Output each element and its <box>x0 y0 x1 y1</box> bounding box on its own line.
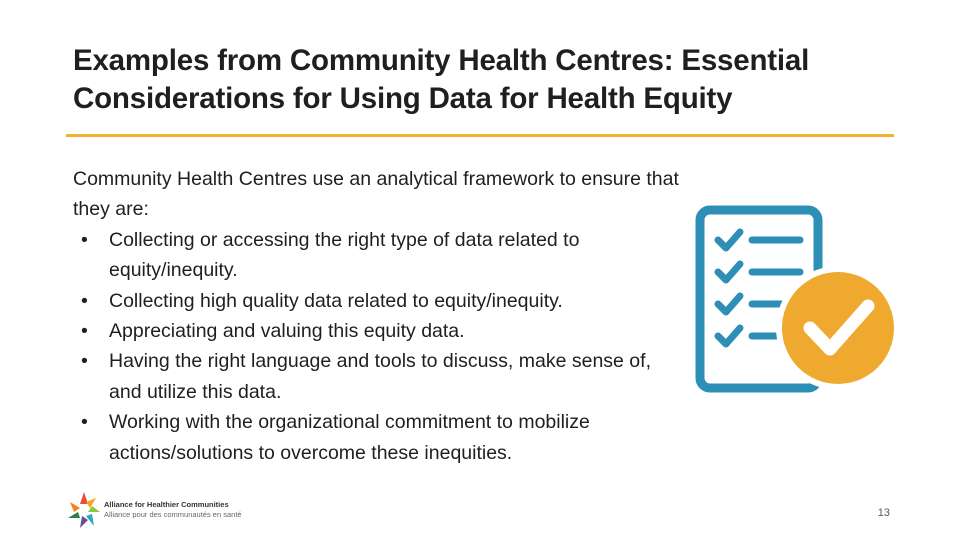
bullet-text: Appreciating and valuing this equity data. <box>109 320 465 343</box>
logo-name-fr: Alliance pour des communautés en santé <box>104 510 242 519</box>
alliance-logo <box>66 490 266 530</box>
alliance-logo-mark-icon <box>66 490 102 530</box>
bullet-item <box>73 346 683 407</box>
bullet-item <box>73 286 683 316</box>
bullet-item <box>73 225 683 286</box>
logo-name-en: Alliance for Healthier Communities <box>104 500 229 509</box>
slide-title: Examples from Community Health Centres: Essential Considerations for Using Data for Health Equity <box>73 44 810 115</box>
bullet-dot: • <box>81 320 88 343</box>
page-number: 13 <box>877 507 890 519</box>
slide-body <box>73 164 683 468</box>
bullet-dot: • <box>81 228 88 251</box>
bullet-item <box>73 407 683 468</box>
badge-circle <box>782 272 894 384</box>
bullet-dot: • <box>81 411 88 434</box>
alliance-logo-text <box>104 500 242 520</box>
bullet-item <box>73 316 683 346</box>
checklist-with-checkmark-badge-icon <box>690 200 905 400</box>
bullet-text: Working with the organizational commitment to mobilize actions/solutions to overcome these inequities. <box>109 411 590 464</box>
bullet-text: Having the right language and tools to discuss, make sense of, and utilize this data. <box>109 350 651 403</box>
bullet-list <box>73 225 683 468</box>
bullet-dot: • <box>81 289 88 312</box>
bullet-text: Collecting or accessing the right type of data related to equity/inequity. <box>109 228 580 282</box>
title-divider <box>66 134 894 137</box>
intro-text: Community Health Centres use an analytical framework to ensure that they are: <box>73 168 679 221</box>
bullet-text: Collecting high quality data related to equity/inequity. <box>109 289 563 312</box>
bullet-dot: • <box>81 350 88 373</box>
